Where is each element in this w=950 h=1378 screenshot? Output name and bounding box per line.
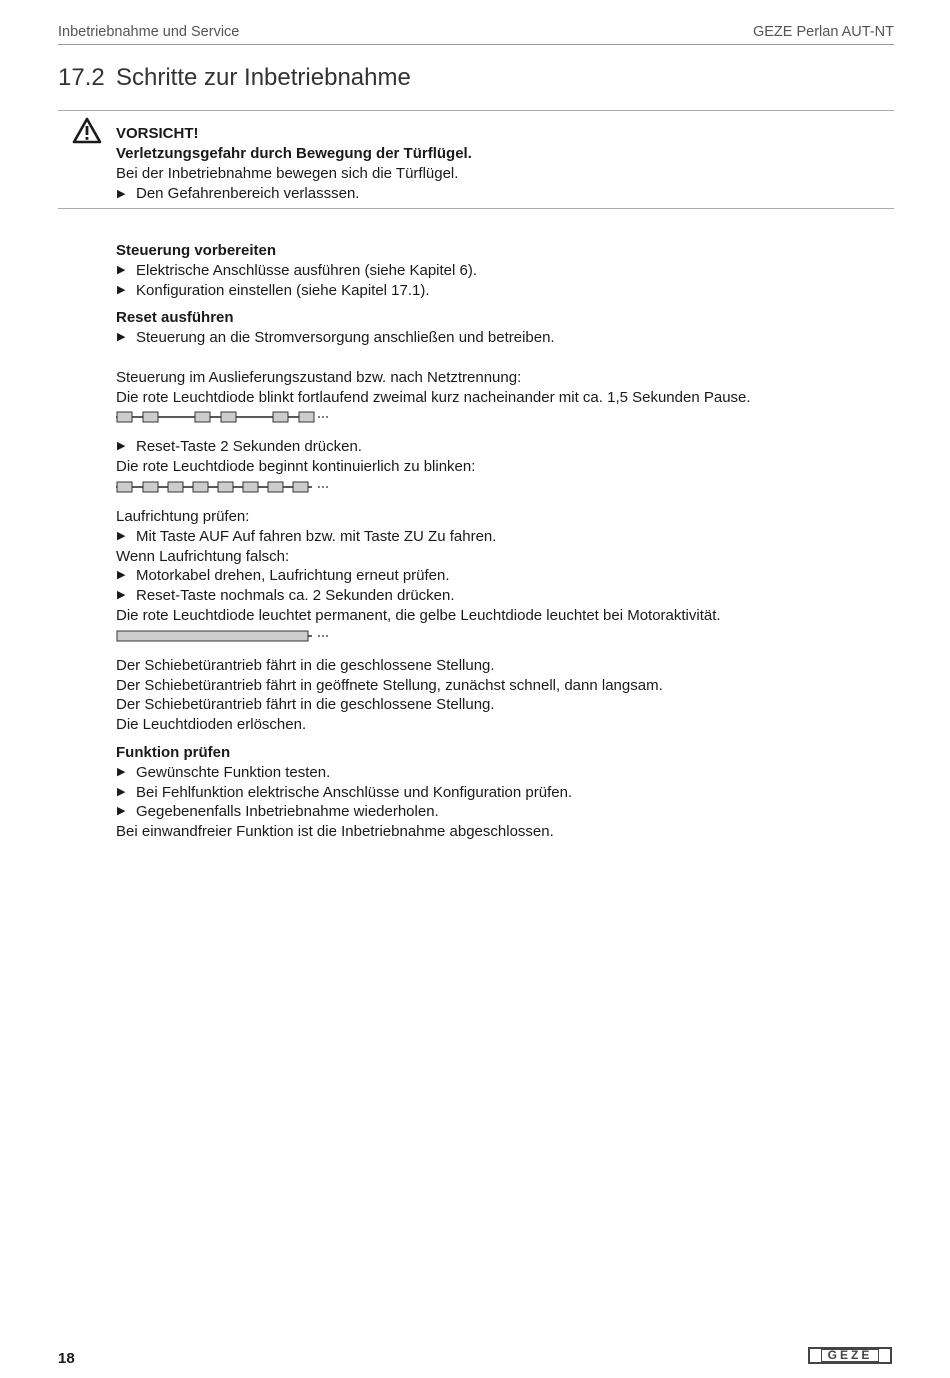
list-item-text: Reset-Taste nochmals ca. 2 Sekunden drücken. xyxy=(136,587,455,605)
led-permanent-text: Die rote Leuchtdiode leuchtet permanent, die gelbe Leuchtdiode leuchtet bei Motoraktivität. xyxy=(116,606,721,624)
bullet-arrow-icon: ▶ xyxy=(117,589,126,602)
list-item-text: Bei Fehlfunktion elektrische Anschlüsse und Konfiguration prüfen. xyxy=(136,783,573,801)
section-title-text: Schritte zur Inbetriebnahme xyxy=(116,64,411,91)
steps-content xyxy=(116,241,906,842)
header-chapter: Inbetriebnahme und Service xyxy=(58,24,240,40)
warning-action-text: Den Gefahrenbereich verlasssen. xyxy=(136,185,360,202)
list-item xyxy=(116,783,906,803)
header-product: GEZE Perlan AUT-NT xyxy=(752,24,894,40)
list-item xyxy=(116,261,906,281)
header-divider xyxy=(58,44,894,45)
list-item xyxy=(116,566,906,586)
page-number: 18 xyxy=(58,1350,75,1367)
list-item-text: Gewünschte Funktion testen. xyxy=(136,763,331,781)
bullet-arrow-icon: ▶ xyxy=(117,263,126,276)
bullet-arrow-icon: ▶ xyxy=(117,283,126,296)
function-heading: Funktion prüfen xyxy=(116,743,231,761)
list-item xyxy=(116,328,906,348)
bullet-arrow-icon: ▶ xyxy=(117,331,126,344)
run-line: Der Schiebetürantrieb fährt in die geschlossene Stellung. xyxy=(116,656,495,674)
list-item-text: Gegebenenfalls Inbetriebnahme wiederholen. xyxy=(136,803,439,821)
bullet-arrow-icon: ▶ xyxy=(117,785,126,798)
geze-logo xyxy=(808,1347,892,1364)
led-permanent-diagram xyxy=(116,629,336,643)
bullet-arrow-icon: ▶ xyxy=(117,765,126,778)
warning-text: Bei der Inbetriebnahme bewegen sich die Türflügel. xyxy=(116,165,459,182)
reset-heading: Reset ausführen xyxy=(116,309,234,327)
delivery-blink-text: Die rote Leuchtdiode blinkt fortlaufend zweimal kurz nacheinander mit ca. 1,5 Sekunden Pause. xyxy=(116,388,751,406)
led-continuous-blink-diagram xyxy=(116,480,336,494)
blink-continuous-text: Die rote Leuchtdiode beginnt kontinuierlich zu blinken: xyxy=(116,458,476,476)
list-item xyxy=(116,763,906,783)
list-item-text: Steuerung an die Stromversorgung anschließen und betreiben. xyxy=(136,329,555,347)
run-line: Der Schiebetürantrieb fährt in geöffnete Stellung, zunächst schnell, dann langsam. xyxy=(116,676,663,694)
prepare-heading: Steuerung vorbereiten xyxy=(116,242,277,259)
list-item-text: Mit Taste AUF Auf fahren bzw. mit Taste ZU Zu fahren. xyxy=(136,527,497,545)
title-divider xyxy=(58,110,894,111)
run-line: Die Leuchtdioden erlöschen. xyxy=(116,716,307,734)
warning-subheading: Verletzungsgefahr durch Bewegung der Türflügel. xyxy=(116,145,472,162)
bullet-arrow-icon: ▶ xyxy=(117,440,126,453)
list-item xyxy=(116,586,906,606)
warning-action xyxy=(116,184,472,204)
warning-notice xyxy=(116,124,472,204)
direction-wrong-text: Wenn Laufrichtung falsch: xyxy=(116,547,290,565)
blink-pattern-continuous xyxy=(116,477,906,499)
list-item xyxy=(116,527,906,547)
led-double-blink-diagram xyxy=(116,410,336,424)
list-item xyxy=(116,437,906,457)
direction-check-text: Laufrichtung prüfen: xyxy=(116,507,250,525)
list-item-text: Reset-Taste 2 Sekunden drücken. xyxy=(136,438,362,456)
bullet-arrow-icon: ▶ xyxy=(117,569,126,582)
run-line: Der Schiebetürantrieb fährt in die geschlossene Stellung. xyxy=(116,696,495,714)
list-item-text: Elektrische Anschlüsse ausführen (siehe Kapitel 6). xyxy=(136,261,478,279)
warning-triangle-icon xyxy=(72,117,102,144)
warning-divider xyxy=(58,208,894,209)
warning-heading: VORSICHT! xyxy=(116,125,199,142)
page-title xyxy=(58,64,411,92)
section-number: 17.2 xyxy=(58,64,105,91)
delivery-state-text: Steuerung im Auslieferungszustand bzw. nach Netztrennung: xyxy=(116,368,522,386)
list-item-text: Motorkabel drehen, Laufrichtung erneut prüfen. xyxy=(136,567,450,585)
blink-pattern-permanent xyxy=(116,626,906,648)
function-done-text: Bei einwandfreier Funktion ist die Inbetriebnahme abgeschlossen. xyxy=(116,823,554,841)
list-item-text: Konfiguration einstellen (siehe Kapitel 17.1). xyxy=(136,281,430,299)
blink-pattern-double xyxy=(116,407,906,429)
list-item xyxy=(116,281,906,301)
bullet-arrow-icon: ▶ xyxy=(117,805,126,818)
list-item xyxy=(116,802,906,822)
bullet-arrow-icon: ▶ xyxy=(117,188,126,200)
logo-text: GEZE xyxy=(821,1349,880,1362)
bullet-arrow-icon: ▶ xyxy=(117,529,126,542)
